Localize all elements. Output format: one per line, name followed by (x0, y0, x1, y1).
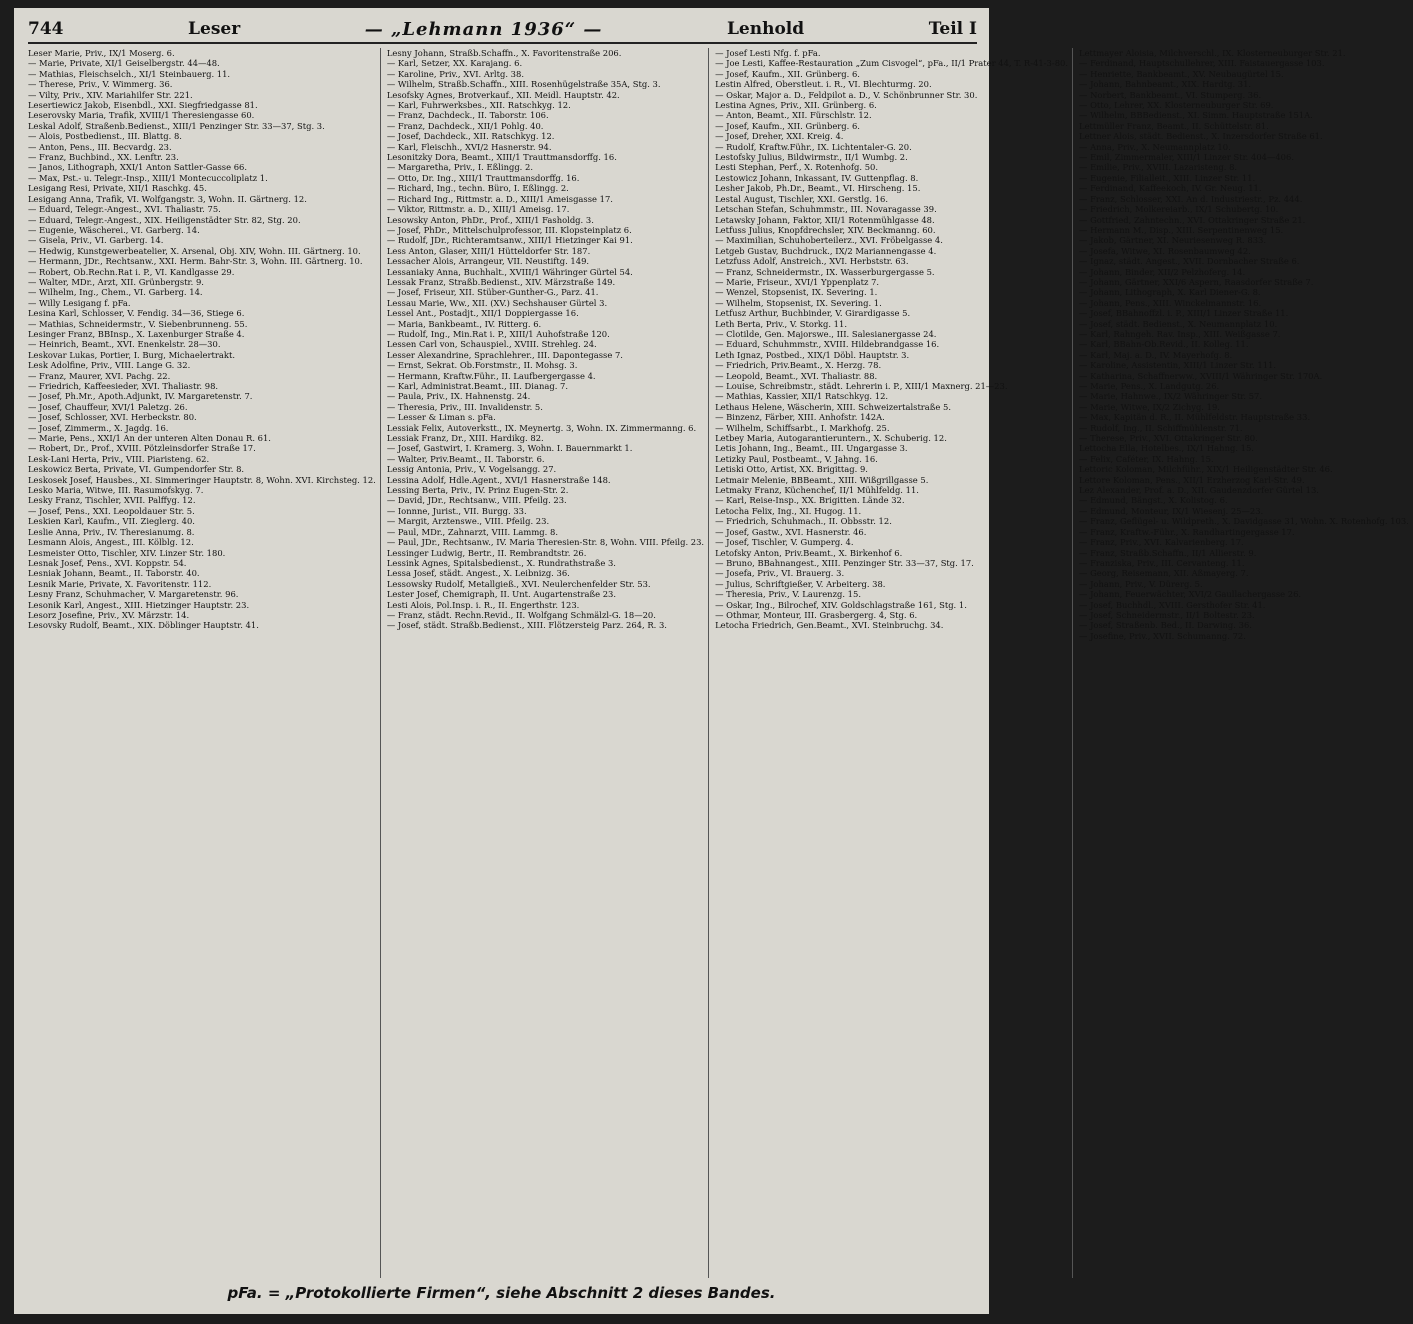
directory-entry: — Eugenie, Wäscherei., VI. Garberg. 14. (28, 224, 200, 235)
directory-entry: Letizky Paul, Postbeamt., V. Jahng. 16. (715, 453, 878, 464)
directory-entry: — Hedwig, Kunstgewerbeatelier, X. Arsenal, Obj. XIV, Wohn. III. Gärtnerg. 10. (28, 245, 361, 256)
directory-entry: — Emilie, Priv., XVIII. Lazaristeng. 8. (1079, 162, 1238, 173)
directory-entry: Lesmeister Otto, Tischler, XIV. Linzer Str. 180. (28, 547, 226, 558)
directory-entry: — Binzenz, Färber, XIII. Anhofstr. 142A. (715, 412, 885, 423)
directory-entry: Leth Berta, Priv., V. Storkg. 11. (715, 318, 848, 329)
directory-entry: Lesny Johann, Straßb.Schaffn., X. Favoritenstraße 206. (386, 48, 622, 58)
directory-entry: — Johann, Lithograph, X. Karl Diener-G. 8. (1079, 287, 1261, 298)
directory-entry: — Bruno, BBahnangest., XIII. Penzinger Str. 33—37, Stg. 17. (715, 557, 974, 568)
directory-entry: Lessen Carl von, Schauspiel., XVIII. Strehleg. 24. (386, 339, 597, 350)
directory-entry: — Paul, JDr., Rechtsanw., IV. Maria Theresien-Str. 8, Wohn. VIII. Pfeilg. 23. (386, 537, 705, 548)
directory-entry: Lettner Alois, städt. Bedienst., X. Inzersdorfer Straße 61. (1079, 131, 1323, 142)
directory-entry: — Felix, Caféter, IX. Hahng. 15. (1079, 453, 1214, 464)
directory-entry: — Mathias, Kassier, XII/1 Ratschkyg. 12. (715, 391, 889, 402)
directory-entry: Lessiak Franz, Dr., XIII. Hardikg. 82. (386, 433, 544, 444)
directory-entry: — Othmar, Monteur, III. Grasbergerg. 4, Stg. 6. (715, 609, 918, 620)
directory-entry: Letfusz Arthur, Buchbinder, V. Girardigasse 5. (715, 308, 911, 319)
directory-entry: Lez Alexander, Prof. a. D., XII. Gaudenzdorfer Gürtel 13. (1079, 485, 1319, 496)
directory-entry: Lesti Stephan, Perf., X. Rotenhofg. 50. (715, 162, 879, 173)
directory-entry: — Franz, Buchbind., XX. Lenftr. 23. (28, 152, 179, 163)
directory-entry: — Josef, Tischler, V. Gumperg. 4. (715, 537, 854, 548)
directory-entry: — Wilhelm, Schiffsarbt., I. Markhofg. 25. (715, 422, 890, 433)
directory-entry: Lesky Franz, Tischler, XVII. Palffyg. 12. (28, 495, 196, 506)
directory-entry: — Anna, Priv., X. Neumannplatz 10. (1079, 141, 1231, 152)
directory-entry: Lesonik Karl, Angest., XIII. Hietzinger Hauptstr. 23. (28, 599, 250, 610)
directory-entry: Leskien Karl, Kaufm., VII. Zieglerg. 40. (28, 516, 195, 527)
directory-entry: Lesnak Josef, Pens., XVI. Koppstr. 54. (28, 557, 187, 568)
directory-entry: — Josef, Kaufm., XII. Grünberg. 6. (715, 120, 860, 131)
directory-entry: — Theresia, Priv., V. Laurenzg. 15. (715, 589, 861, 600)
directory-entry: Lessing Berta, Priv., IV. Prinz Eugen-Str. 2. (386, 485, 569, 496)
column-1 (28, 48, 381, 1278)
directory-entry: — Margit, Arztenswe., VIII. Pfeilg. 23. (386, 516, 550, 527)
footer-note: pFa. = „Protokollierte Firmen“, siehe Abschnitt 2 dieses Bandes. (227, 1284, 776, 1302)
directory-entry: Lesowsky Anton, PhDr., Prof., XIII/1 Fasholdg. 3. (386, 214, 594, 225)
directory-entry: — Janos, Lithograph, XXI/1 Anton Sattler-Gasse 66. (28, 162, 248, 173)
directory-entry: — Edmund, Bängst., X. Kolistog. 6. (1079, 495, 1228, 506)
directory-entry: — Franz, Dachdeck., XII/1 Pohlg. 40. (386, 120, 544, 131)
directory-entry: — Henriette, Bankbeamt., XV. Neubaugürtel 15. (1079, 68, 1284, 79)
directory-entry: — Franz, Straßb.Schaffn., II/1 Allierstr. 9. (1079, 547, 1257, 558)
directory-entry: Lestofsky Julius, Bildwirmstr., II/1 Wumbg. 2. (715, 152, 908, 163)
directory-entry: Lessa Josef, städt. Angest., X. Leibnizg. 36. (386, 568, 570, 579)
directory-entry: Lessiak Felix, Autoverkstt., IX. Meynertg. 3, Wohn. IX. Zimmermanng. 6. (386, 422, 697, 433)
directory-entry: Leskal Adolf, Straßenb.Bedienst., XIII/1 Penzinger Str. 33—37, Stg. 3. (28, 120, 325, 131)
directory-entry: — Karoline, Priv., XVI. Arltg. 38. (386, 68, 524, 79)
directory-entry: — Johann, Pens., XIII. Winckelmannstr. 16. (1079, 297, 1262, 308)
directory-entry: Lesigang Resi, Private, XII/1 Raschkg. 45. (28, 183, 207, 194)
directory-entry: — Marie, Pens., X. Landgutg. 26. (1079, 381, 1220, 391)
directory-entry: Lessacher Alois, Arrangeur, VII. Neustiftg. 149. (386, 256, 590, 267)
directory-entry: — Max, Kapitän d. R., II. Mühlfeldstr. Hauptstraße 33. (1079, 412, 1311, 423)
directory-entry: — Therese, Priv., XVI. Ottakringer Str. 80. (1079, 433, 1258, 444)
directory-entry: — David, JDr., Rechtsanw., VIII. Pfeilg. 23. (386, 495, 567, 506)
directory-entry: — Marie, Pens., XXI/1 An der unteren Alten Donau R. 61. (28, 433, 271, 444)
directory-entry: — Ionnne, Jurist., VII. Burgg. 33. (386, 505, 527, 516)
directory-entry: — Wenzel, Stopsenist, IX. Severing. 1. (715, 287, 878, 298)
directory-entry: — Karoline, Assistentin, XIII/1 Linzer Str. 111. (1079, 360, 1277, 371)
directory-entry: — Franz, Dachdeck., II. Taborstr. 106. (386, 110, 549, 121)
directory-entry: Lessaniaky Anna, Buchhalt., XVIII/1 Währinger Gürtel 54. (386, 266, 633, 277)
directory-entry: — Lesser & Liman s. pFa. (386, 412, 496, 423)
directory-entry: Lessink Agnes, Spitalsbedienst., X. Rundrathstraße 3. (386, 557, 616, 568)
directory-entry: — Joe Lesti, Kaffee-Restauration „Zum Cisvogel“, pFa., II/1 Prater 44, T. R-41-3-80. (715, 58, 1069, 69)
directory-entry: Lesovsky Rudolf, Beamt., XIX. Döblinger Hauptstr. 41. (28, 620, 259, 631)
directory-entry: — Franz, Geflügel- u. Wildpreth., X. Davidgasse 31, Wohn. X. Rotenhofg. 103. (1079, 516, 1409, 527)
directory-entry: Lestal August, Tischler, XXI. Gerstlg. 16. (715, 193, 889, 204)
directory-entry: Lettocha Ella, Hotelbes., IX/1 Hahng. 15. (1079, 443, 1254, 454)
directory-entry: — Josef, Schlosser, XVI. Herbeckstr. 80. (28, 412, 197, 423)
directory-entry: — Vilty, Priv., XIV. Mariahilfer Str. 221. (28, 89, 193, 100)
directory-entry: — Josef, städt. Straßb.Bedienst., XIII. Flötzersteig Parz. 264, R. 3. (386, 620, 667, 631)
directory-entry: — Hermann M., Disp., XIII. Serpentinenweg 15. (1079, 224, 1284, 235)
header-part: Teil I (928, 19, 977, 39)
header-right-word: Lenhold (726, 19, 805, 39)
directory-entry: — Karl, Fleischh., XVI/2 Hasnerstr. 94. (386, 141, 552, 152)
directory-entry: Lesigang Anna, Trafik, VI. Wolfgangstr. 3, Wohn. II. Gärtnerg. 12. (28, 193, 307, 204)
directory-entry: — Wilhelm, Straßb.Schaffn., XIII. Rosenhügelstraße 35A, Stg. 3. (386, 79, 661, 90)
directory-entry: — Rudolf, Ing., Min.Rat i. P., XIII/1 Auhofstraße 120. (386, 328, 610, 339)
directory-entry: — Maria, Bankbeamt., IV. Ritterg. 6. (386, 318, 542, 329)
directory-entry: Letocha Friedrich, Gen.Beamt., XVI. Steinbruchg. 34. (715, 620, 944, 631)
directory-entry: Lesher Jakob, Ph.Dr., Beamt., VI. Hirscheng. 15. (715, 183, 921, 194)
directory-entry: — Eduard, Schuhmmstr., XVIII. Hildebrandgasse 16. (715, 339, 940, 350)
directory-entry: Lesmann Alois, Angest., III. Kölblg. 12. (28, 537, 194, 548)
directory-entry: — Franz, Kraftw.-Führ., X. Randhartingergasse 17. (1079, 526, 1295, 537)
header-title: — „Lehmann 1936“ — (364, 18, 603, 40)
directory-entry: Letmair Melenie, BBBeamt., XIII. Wißgrillgasse 5. (715, 474, 929, 485)
directory-entry: — Hermann, JDr., Rechtsanw., XXI. Herm. Bahr-Str. 3, Wohn. III. Gärtnerg. 10. (28, 256, 363, 267)
directory-entry: — Karl, BBahn-Ob.Revid., II. Kolleg. 11. (1079, 339, 1249, 350)
directory-entry: Lesser Alexandrine, Sprachlehrer., III. Dapontegasse 7. (386, 349, 623, 360)
directory-entry: — Josef, Ph.Mr., Apoth.Adjunkt, IV. Margaretenstr. 7. (28, 391, 253, 402)
directory-entry: Letocha Felix, Ing., XI. Hugog. 11. (715, 505, 862, 516)
directory-entry: Lessina Adolf, Hdle.Agent., XVI/1 Hasnerstraße 148. (386, 474, 611, 485)
directory-entry: — Karl, Fuhrwerksbes., XII. Ratschkyg. 12. (386, 100, 571, 111)
directory-entry: Lessel Ant., Postadjt., XII/1 Doppiergasse 16. (386, 308, 579, 319)
directory-entry: — Johann, Gärtner, XXI/6 Aspern, Raasdorfer Straße 7. (1079, 276, 1314, 287)
column-4 (1079, 48, 1413, 1278)
directory-entry: — Franz, Schneidermstr., IX. Wasserburgergasse 5. (715, 266, 935, 277)
directory-entry: — Norbert, Bankbeamt., VI. Stumperg. 36. (1079, 89, 1262, 100)
directory-entry: Lessau Marie, Ww., XII. (XV.) Sechshauser Gürtel 3. (386, 297, 608, 308)
directory-entry: — Paula, Priv., IX. Hahnenstg. 24. (386, 391, 531, 402)
directory-entry: — Margaretha, Priv., I. Eßlingg. 2. (386, 162, 533, 173)
directory-entry: Lesny Franz, Schuhmacher, V. Margaretenstr. 96. (28, 589, 239, 600)
directory-entry: — Hermann, Kraftw.Führ., II. Laufbergergasse 4. (386, 370, 596, 381)
directory-entry: — Josef, städt. Bedienst., X. Neumannplatz 10. (1079, 318, 1278, 329)
directory-entry: Lessak Franz, Straßb.Bedienst., XIV. Märzstraße 149. (386, 276, 616, 287)
directory-entry: — Mathias, Fleischselch., XI/1 Steinbauerg. 11. (28, 68, 231, 79)
directory-entry: — Johann, Bahnbeamt., XIX. Hardtg. 31. (1079, 79, 1252, 90)
directory-entry: — Josef, Chauffeur, XVI/1 Paletzg. 26. (28, 401, 188, 412)
directory-entry: — Josef, Gastw., XVI. Hasnerstr. 46. (715, 526, 867, 537)
directory-entry: — Oskar, Major a. D., Feldpilot a. D., V. Schönbrunner Str. 30. (715, 89, 978, 100)
directory-entry: — Josef, BBahnoffzl. i. P., XIII/1 Linzer Straße 11. (1079, 308, 1289, 319)
directory-entry: Lettore Koloman, Pens., XII/1 Erzherzog Karl-Str. 49. (1079, 474, 1305, 485)
directory-entry: — Clotilde, Gen. Majorswe., III. Salesianergasse 24. (715, 328, 937, 339)
directory-entry: — Wilhelm, Stopsenist, IX. Severing. 1. (715, 297, 882, 308)
directory-entry: — Franz, Schlosser, XXI. An d. Industriestr., Pz. 444. (1079, 193, 1303, 204)
directory-entry: — Marie, Private, XI/1 Geiselbergstr. 44—48. (28, 58, 220, 69)
directory-entry: — Gottfried, Zahntechn., XVI. Ottakringer Straße 21. (1079, 214, 1306, 225)
directory-entry: — Johann, Priv., V. Dürerg. 5. (1079, 578, 1203, 589)
page-header (28, 16, 977, 44)
directory-entry: — Therese, Priv., V. Wimmerg. 36. (28, 79, 173, 90)
directory-entry: Less Anton, Glaser, XIII/1 Hütteldorfer Str. 187. (386, 245, 591, 256)
directory-entry: — Ernst, Sekrat. Ob.Forstmstr., II. Mohsg. 3. (386, 360, 578, 371)
directory-entry: — Otto, Dr. Ing., XIII/1 Trauttmansdorffg. 16. (386, 172, 580, 183)
directory-entry: — Friedrich, Molkereiarb., IX/1 Schubertg. 10. (1079, 204, 1279, 215)
directory-entry: — Maximilian, Schuhoberteilerz., XVI. Fröbelgasse 4. (715, 235, 943, 246)
directory-entry: Lesofsky Agnes, Brotverkauf., XII. Meidl. Hauptstr. 42. (386, 89, 620, 100)
directory-entry: — Theresia, Priv., III. Invalidenstr. 5. (386, 401, 543, 412)
directory-entry: — Willy Lesigang f. pFa. (28, 297, 131, 308)
directory-entry: Letmaky Franz, Küchenchef, II/1 Mühlfeldg. 11. (715, 485, 919, 496)
directory-entry: — Karl, Maj. a. D., IV. Mayerhofg. 8. (1079, 349, 1233, 360)
directory-entry: Lestowicz Johann, Inkassant, IV. Guttenpflag. 8. (715, 172, 919, 183)
directory-entry: — Marie, Friseur., XVI/1 Yppenplatz 7. (715, 276, 880, 287)
directory-entry: — Josefine, Priv., XVII. Schumanng. 72. (1079, 630, 1246, 641)
directory-entry: — Josef Lesti Nfg. f. pFa. (715, 48, 821, 58)
directory-entry: Lessinger Ludwig, Bertr., II. Rembrandtstr. 26. (386, 547, 587, 558)
directory-entry: — Anton, Pens., III. Becvardg. 23. (28, 141, 172, 152)
directory-entry: — Franz, städt. Rechn.Revid., II. Wolfgang Schmälzl-G. 18—20. (386, 609, 656, 620)
directory-entry: — Franz, Maurer, XVI. Pachg. 22. (28, 370, 171, 381)
directory-entry: Letawsky Johann, Faktor, XII/1 Rotenmühlgasse 48. (715, 214, 935, 225)
directory-entry: — Wilhelm, BBBedienst., XI. Simm. Hauptstraße 151A. (1079, 110, 1313, 121)
directory-entry: Letgeb Gustav, Buchdruck., IX/2 Mariannengasse 4. (715, 245, 937, 256)
directory-entry: — Eugenie, Filialleit., XIII. Linzer Str. 11. (1079, 172, 1256, 183)
directory-entry: — Friedrich, Priv.Beamt., X. Herzg. 78. (715, 360, 882, 371)
directory-entry: — Josef, Dachdeck., XII. Ratschkyg. 12. (386, 131, 555, 142)
page-number: 744 (28, 19, 64, 39)
directory-entry: Leskosek Josef, Hausbes., XI. Simmeringer Hauptstr. 8, Wohn. XVI. Kirchsteg. 12. (28, 474, 376, 485)
directory-entry: — Richard Ing., Rittmstr. a. D., XIII/1 Ameisgasse 17. (386, 193, 613, 204)
directory-entry: — Georg, Reisemann, XII. Aßmayerg. 7. (1079, 568, 1249, 579)
directory-entry: — Paul, MDr., Zahnarzt, VIII. Lammg. 8. (386, 526, 558, 537)
directory-entry: — Karl, Administrat.Beamt., III. Dianag. 7. (386, 381, 569, 391)
directory-entry: — Karl, Reise-Insp., XX. Brigitten. Lände 32. (715, 495, 905, 506)
directory-entry: — Rudolf, Kraftw.Führ., IX. Lichtentaler-G. 20. (715, 141, 912, 152)
directory-entry: Leth Ignaz, Postbed., XIX/1 Döbl. Hauptstr. 3. (715, 349, 910, 360)
directory-entry: Lesniak Johann, Beamt., II. Taborstr. 40. (28, 568, 200, 579)
directory-entry: — Josefa, Witwe, XI. Rosenbaumweg 42. (1079, 245, 1251, 256)
directory-entry: Lesko Maria, Witwe, III. Rasumofskyg. 7. (28, 485, 204, 496)
directory-entry: Lettmayer Aloisia, Milchverschl., IX. Klosterneuburger Str. 21. (1079, 48, 1346, 58)
directory-entry: — Walter, MDr., Arzt, XII. Grünbergstr. 9. (28, 276, 204, 287)
directory-entry: — Emil, Zimmermaler, XIII/1 Linzer Str. 404—406. (1079, 152, 1295, 163)
directory-entry: — Franz, Priv., XVI. Kalvarienberg. 17. (1079, 537, 1244, 548)
directory-entry: — Karl, Rahngeh. Rav. Insp., XIII. Weißgasse 7. (1079, 328, 1281, 339)
directory-entry: Letfuss Julius, Knopfdrechsler, XIV. Beckmanng. 60. (715, 224, 936, 235)
directory-entry: Lessowsky Rudolf, Metallgieß., XVI. Neulerchenfelder Str. 53. (386, 578, 651, 589)
directory-entry: — Viktor, Rittmstr. a. D., XIII/1 Ameisg. 17. (386, 204, 570, 215)
directory-entry: — Franziska, Priv., III. Cervanteng. 11. (1079, 557, 1245, 568)
directory-entry: — Ferdinand, Kaffeekoch, IV. Gr. Neug. 11. (1079, 183, 1262, 194)
directory-entry: — Josef, Kaufm., XII. Grünberg. 6. (715, 68, 860, 79)
directory-entry: — Josef, PhDr., Mittelschulprofessor, III. Klopsteinplatz 6. (386, 224, 632, 235)
directory-entry: — Walter, Priv.Beamt., II. Taborstr. 6. (386, 453, 545, 464)
directory-entry: Letofsky Anton, Priv.Beamt., X. Birkenhof 6. (715, 547, 903, 558)
directory-entry: — Robert, Ob.Rechn.Rat i. P., VI. Kandlgasse 29. (28, 266, 235, 277)
directory-entry: — Eduard, Telegr.-Angest., XVI. Thaliastr. 75. (28, 204, 221, 215)
directory-entry: Lesorz Josefine, Priv., XV. Märzstr. 14. (28, 609, 190, 620)
directory-entry: Leskowicz Berta, Private, VI. Gumpendorfer Str. 8. (28, 464, 245, 475)
directory-entry: — Rudolf, JDr., Richteramtsanw., XIII/1 Hietzinger Kai 91. (386, 235, 633, 246)
directory-entry: — Eduard, Telegr.-Angest., XIX. Heiligenstädter Str. 82, Stg. 20. (28, 214, 301, 225)
directory-entry: — Julius, Schriftgießer, V. Arbeiterg. 38. (715, 578, 886, 589)
directory-entry: — Josef, Buchhdl., XVIII. Gersthofer Str. 41. (1079, 599, 1266, 610)
directory-entry: — Johann, Feuerwächter, XVI/2 Gaullachergasse 26. (1079, 589, 1302, 600)
column-2 (387, 48, 709, 1278)
directory-entry: — Alois, Postbedienst., III. Blattg. 8. (28, 131, 182, 142)
directory-entry: — Heinrich, Beamt., XVI. Enenkelstr. 28—30. (28, 339, 221, 350)
directory-entry: Lettmüller Franz, Beamt., II. Schüttelstr. 81. (1079, 120, 1269, 131)
directory-entry: — Friedrich, Schuhmach., II. Obbsstr. 12. (715, 516, 892, 527)
directory-entry: Lesti Alois, Pol.Insp. i. R., II. Engerthstr. 123. (386, 599, 580, 610)
directory-entry: — Anton, Beamt., XII. Fürschlstr. 12. (715, 110, 872, 121)
directory-entry: — Friedrich, Kaffeesieder, XVI. Thaliastr. 98. (28, 381, 219, 391)
page-footer (14, 1284, 989, 1306)
directory-entry: — Marie, Hahnwe., IX/2 Währinger Str. 57. (1079, 391, 1263, 402)
directory-entry: Letbey Maria, Autogarantieruntern., X. Schuberig. 12. (715, 433, 947, 444)
directory-entry: — Wilhelm, Ing., Chem., VI. Garberg. 14. (28, 287, 203, 298)
directory-entry: Lesk Adolfine, Priv., VIII. Lange G. 32. (28, 360, 191, 371)
directory-entry: — Rudolf, Ing., II. Schiffmühlenstr. 71. (1079, 422, 1243, 433)
directory-entry: — Max, Pst.- u. Telegr.-Insp., XIII/1 Montecuccoliplatz 1. (28, 172, 268, 183)
directory-entry: — Josef, Gastwirt, I. Kramerg. 3, Wohn. I. Bauernmarkt 1. (386, 443, 633, 454)
directory-entry: Lesnik Marie, Private, X. Favoritenstr. 112. (28, 578, 212, 589)
header-left-word: Leser (188, 19, 241, 39)
directory-entry: — Oskar, Ing., Bilrochef, XIV. Goldschlagstraße 161, Stg. 1. (715, 599, 967, 610)
directory-entry: Lettoric Koloman, Milchführ., XIX/1 Heiligenstädter Str. 46. (1079, 464, 1333, 475)
directory-entry: — Robert, Dr., Prof., XVIII. Pötzleinsdorfer Straße 17. (28, 443, 256, 454)
directory-entry: Leserovsky Maria, Trafik, XVIII/1 Theresiengasse 60. (28, 110, 255, 121)
directory-entry: Letis Johann, Ing., Beamt., III. Ungargasse 3. (715, 443, 908, 454)
directory-entry: Letschan Stefan, Schuhmmstr., III. Novaragasse 39. (715, 204, 937, 215)
directory-entry: Lesertiewicz Jakob, Eisenbdl., XXI. Siegfriedgasse 81. (28, 100, 258, 111)
directory-entry: Lestin Alfred, Oberstleut. i. R., VI. Blechturmg. 20. (715, 79, 932, 90)
directory-entry: — Karl, Setzer, XX. Karajang. 6. (386, 58, 523, 69)
directory-page (14, 8, 1409, 1314)
directory-entry: — Ferdinand, Hauptschullehrer, XIII. Faistauergasse 103. (1079, 58, 1325, 69)
directory-entry: — Otto, Lehrer, XX. Klosterneuburger Str. 69. (1079, 100, 1274, 111)
directory-entry: — Leopold, Beamt., XVI. Thaliastr. 88. (715, 370, 878, 381)
directory-entry: — Richard, Ing., techn. Büro, I. Eßlingg. 2. (386, 183, 569, 194)
directory-entry: Leser Marie, Priv., IX/1 Moserg. 6. (28, 48, 175, 58)
directory-entry: Lethaus Helene, Wäscherin, XIII. Schweizertalstraße 5. (715, 401, 952, 412)
directory-entry: Lessig Antonia, Priv., V. Vogelsangg. 27. (386, 464, 557, 475)
directory-entry: Letzfuss Adolf, Anstreich., XVI. Herbststr. 63. (715, 256, 909, 267)
directory-entry: — Johann, Binder, XII/2 Pelzhoferg. 14. (1079, 266, 1246, 277)
directory-entry: — Edmund, Monteur, IX/1 Wiesenj. 25—23. (1079, 505, 1264, 516)
directory-entry: — Josef, Dreher, XXI. Kreig. 4. (715, 131, 844, 142)
directory-entry: — Josef, Pens., XXI. Leopoldauer Str. 5. (28, 505, 195, 516)
column-3 (715, 48, 1073, 1278)
directory-entry: Lesinger Franz, BBInsp., X. Laxenburger Straße 4. (28, 328, 245, 339)
directory-entry: Lestina Agnes, Priv., XII. Grünberg. 6. (715, 100, 877, 111)
directory-entry: — Jakob, Gärtner, XI. Neuriesenweg R. 833. (1079, 235, 1267, 246)
directory-entry: — Josef, Schneidermstr., II/1 Boltestr. 23. (1079, 609, 1255, 620)
directory-entry: — Josefa, Priv., VI. Brauerg. 3. (715, 568, 845, 579)
directory-entry: Leskovar Lukas, Portier, I. Burg, Michaelertrakt. (28, 349, 235, 360)
directory-entry: — Katharina, Schaffnerww., XVIII/1 Währinger Str. 170A. (1079, 370, 1323, 381)
directory-entry: Lester Josef, Chemigraph, II. Unt. Augartenstraße 23. (386, 589, 617, 600)
directory-entry: — Gisela, Priv., VI. Garberg. 14. (28, 235, 164, 246)
directory-entry: Leslie Anna, Priv., IV. Theresianumg. 8. (28, 526, 195, 537)
directory-columns (28, 48, 1409, 1278)
directory-entry: Lesonitzky Dora, Beamt., XIII/1 Trauttmansdorffg. 16. (386, 152, 617, 163)
directory-entry: — Louise, Schreibmstr., städt. Lehrerin i. P., XIII/1 Maxnerg. 21—23. (715, 381, 1008, 391)
directory-entry: — Josef, Friseur, XII. Stüber-Gunther-G., Parz. 41. (386, 287, 599, 298)
directory-entry: — Josef, Straßenb. Bed., II. Darwing. 36. (1079, 620, 1252, 631)
directory-entry: Letiski Otto, Artist, XX. Brigittag. 9. (715, 464, 868, 475)
directory-entry: — Ignaz, städt. Angest., XVII. Dornbacher Straße 6. (1079, 256, 1300, 267)
directory-entry: — Marie, Witwe, IX/2 Zichyg. 19. (1079, 401, 1220, 412)
directory-entry: — Josef, Zimmerm., X. Jagdg. 16. (28, 422, 169, 433)
directory-entry: Lesina Karl, Schlosser, V. Fendig. 34—36, Stiege 6. (28, 308, 245, 319)
directory-entry: — Mathias, Schneidermstr., V. Siebenbrunneng. 55. (28, 318, 248, 329)
directory-entry: Lesk-Lani Herta, Priv., VIII. Piaristeng. 62. (28, 453, 210, 464)
